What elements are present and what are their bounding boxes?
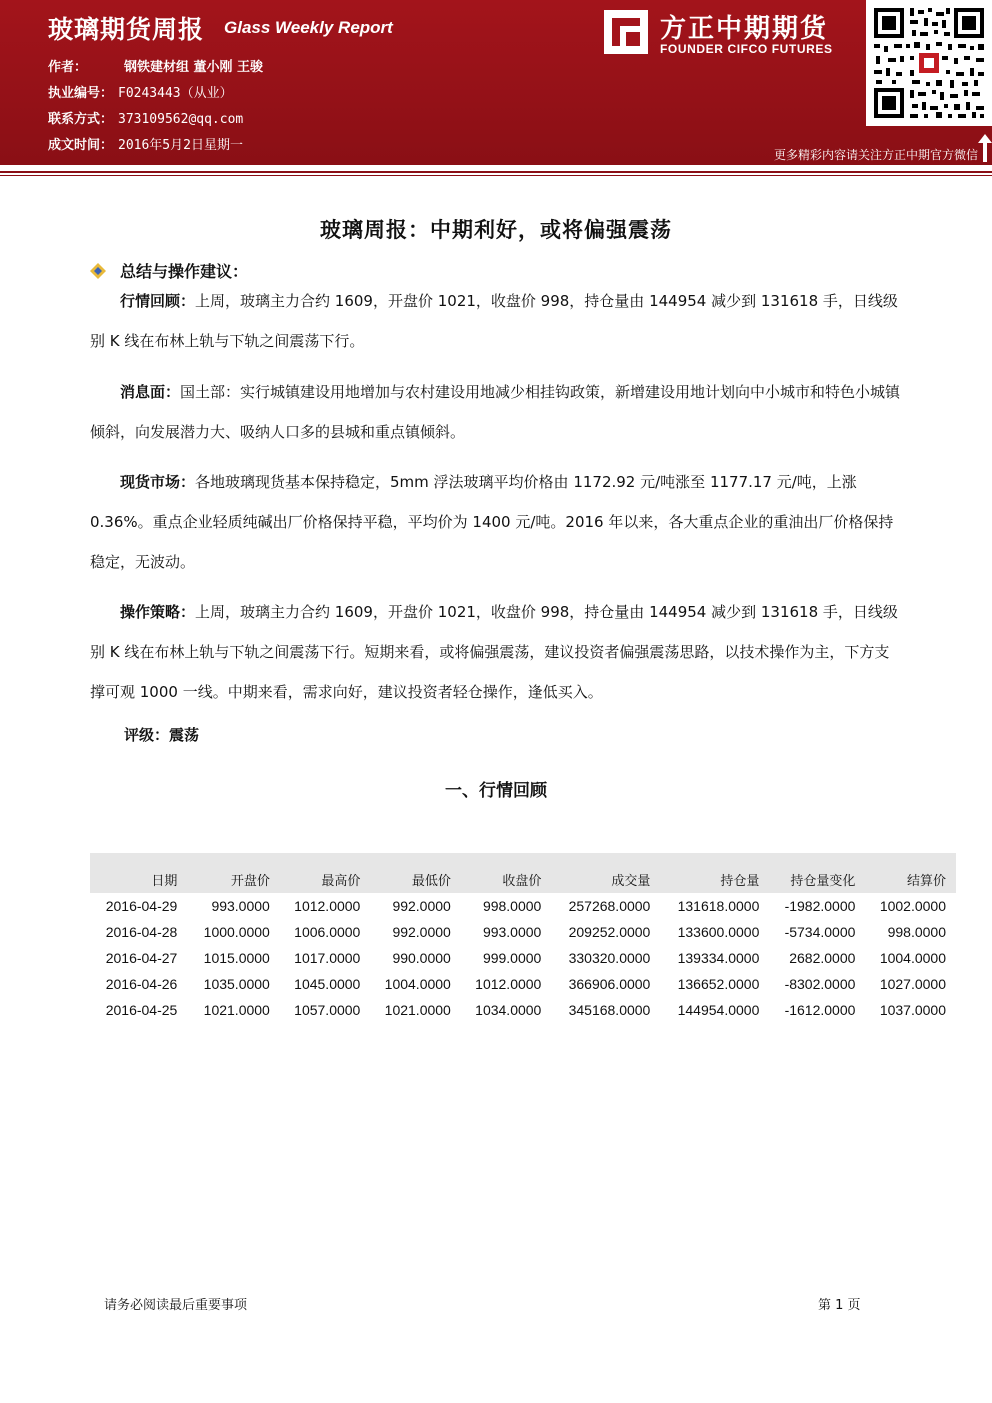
- diamond-bullet-icon: [90, 263, 106, 279]
- table-cell: 330320.0000: [568, 950, 651, 966]
- table-cell: 139334.0000: [677, 950, 760, 966]
- date-label: 成文时间：: [48, 138, 114, 153]
- rating-label: 评级：: [124, 726, 170, 744]
- paragraph-text: 上周，玻璃主力合约 1609，开盘价 1021，收盘价 998，持仓量由 144954 减少到 131618 手，日线级别 K 线在布林上轨与下轨之间震荡下行。短期来看，或将偏强震荡，建议投资者偏强震荡思路，以技术操作为主，下方支撑可观 1000 一线。中期来看，需求向好，建议投资者轻仓操作，逢低买入。: [90, 603, 898, 701]
- table-cell: 2016-04-27: [105, 950, 178, 966]
- table-cell: 993.0000: [482, 924, 542, 940]
- author-row: [48, 56, 263, 75]
- paragraph-label: 消息面：: [120, 383, 181, 401]
- license-label: 执业编号：: [48, 86, 114, 101]
- paragraph-news: [90, 372, 902, 452]
- qr-code-icon[interactable]: [866, 0, 992, 126]
- table-row: [90, 945, 956, 971]
- table-row: [90, 997, 956, 1023]
- table-cell: 1012.0000: [294, 898, 361, 914]
- company-logo: [604, 8, 854, 56]
- col-header-open: 开盘价: [189, 853, 280, 893]
- license-row: [48, 82, 233, 101]
- paragraph-text: 上周，玻璃主力合约 1609，开盘价 1021，收盘价 998，持仓量由 144954 减少到 131618 手，日线级别 K 线在布林上轨与下轨之间震荡下行。: [90, 292, 898, 350]
- table-cell: 1006.0000: [294, 924, 361, 940]
- paragraph-market-review: [90, 281, 902, 361]
- col-header-oi-change: 持仓量变化: [769, 853, 865, 893]
- col-header-close: 收盘价: [461, 853, 552, 893]
- table-cell: 131618.0000: [677, 898, 760, 914]
- logo-text-cn: 方正中期期货: [660, 14, 829, 44]
- table-cell: 1004.0000: [384, 976, 451, 992]
- table-cell: 1027.0000: [879, 976, 946, 992]
- table-cell: -1612.0000: [784, 1002, 856, 1018]
- license-value: F0243443（从业）: [118, 86, 233, 101]
- arrow-up-icon: [978, 134, 992, 162]
- table-cell: -8302.0000: [784, 976, 856, 992]
- table-cell: 1002.0000: [879, 898, 946, 914]
- author-value: 钢铁建材组 董小刚 王骏: [124, 60, 264, 75]
- header-divider-thin: [0, 175, 992, 176]
- footer-notice: 请务必阅读最后重要事项: [104, 1298, 248, 1313]
- contact-row: [48, 108, 243, 127]
- table-cell: 998.0000: [482, 898, 542, 914]
- paragraph-text: 国土部：实行城镇建设用地增加与农村建设用地减少相挂钩政策，新增建设用地计划向中小城市和特色小城镇倾斜，向发展潜力大、吸纳人口多的县城和重点镇倾斜。: [90, 383, 901, 441]
- paragraph-label: 行情回顾：: [120, 292, 196, 310]
- follow-wechat-text[interactable]: 更多精彩内容请关注方正中期官方微信: [773, 148, 978, 162]
- paragraph-strategy: [90, 592, 902, 712]
- table-cell: 2016-04-25: [105, 1002, 178, 1018]
- paragraph-label: 操作策略：: [120, 603, 196, 621]
- paragraph-text: 各地玻璃现货基本保持稳定，5mm 浮法玻璃平均价格由 1172.92 元/吨涨至 1177.17 元/吨，上涨 0.36%。重点企业轻质纯碱出厂价格保持平稳，平均价为 1400 元/吨。2016 年以来，各大重点企业的重油出厂价格保持稳定，无波动。: [90, 473, 894, 571]
- table-cell: 144954.0000: [677, 1002, 760, 1018]
- table-cell: 2016-04-28: [105, 924, 178, 940]
- logo-mark-icon: [604, 10, 648, 54]
- table-cell: 209252.0000: [568, 924, 651, 940]
- table-cell: 1021.0000: [203, 1002, 270, 1018]
- chapter-title: 一、行情回顾: [445, 781, 547, 801]
- rating-value: 震荡: [169, 726, 200, 744]
- report-title-en: Glass Weekly Report: [224, 18, 393, 37]
- table-cell: 992.0000: [392, 924, 451, 940]
- summary-heading: [90, 259, 248, 282]
- table-row: [90, 919, 956, 945]
- table-header-row: [90, 853, 956, 893]
- col-header-low: 最低价: [370, 853, 461, 893]
- col-header-date: 日期: [90, 853, 189, 893]
- market-data-table: [90, 853, 956, 1023]
- table-cell: 1034.0000: [475, 1002, 542, 1018]
- table-cell: 1015.0000: [203, 950, 270, 966]
- table-cell: 993.0000: [211, 898, 270, 914]
- document-title: 玻璃周报：中期利好，或将偏强震荡: [320, 218, 672, 242]
- table-cell: 998.0000: [887, 924, 946, 940]
- table-cell: 2682.0000: [789, 950, 856, 966]
- table-cell: 1012.0000: [475, 976, 542, 992]
- table-cell: 992.0000: [392, 898, 451, 914]
- table-cell: -1982.0000: [784, 898, 856, 914]
- date-value: 2016年5月2日星期一: [118, 138, 243, 153]
- summary-heading-text: 总结与操作建议：: [120, 262, 249, 281]
- table-cell: -5734.0000: [784, 924, 856, 940]
- col-header-volume: 成交量: [551, 853, 660, 893]
- table-cell: 366906.0000: [568, 976, 651, 992]
- table-cell: 1004.0000: [879, 950, 946, 966]
- table-cell: 1017.0000: [294, 950, 361, 966]
- rating: [124, 724, 199, 745]
- table-row: [90, 971, 956, 997]
- table-cell: 257268.0000: [568, 898, 651, 914]
- contact-value[interactable]: 373109562@qq.com: [118, 112, 244, 127]
- table-cell: 136652.0000: [677, 976, 760, 992]
- table-row: [90, 893, 956, 919]
- table-cell: 1045.0000: [294, 976, 361, 992]
- table-cell: 2016-04-29: [105, 898, 178, 914]
- paragraph-label: 现货市场：: [120, 473, 196, 491]
- table-cell: 999.0000: [482, 950, 542, 966]
- table-cell: 1000.0000: [203, 924, 270, 940]
- table-cell: 1057.0000: [294, 1002, 361, 1018]
- author-label: 作者：: [48, 60, 88, 75]
- report-title-cn: 玻璃期货周报: [48, 15, 205, 44]
- col-header-settle: 结算价: [865, 853, 956, 893]
- header-divider: [0, 171, 992, 173]
- table-cell: 133600.0000: [677, 924, 760, 940]
- table-cell: 1021.0000: [384, 1002, 451, 1018]
- table-cell: 1037.0000: [879, 1002, 946, 1018]
- contact-label: 联系方式：: [48, 112, 114, 127]
- col-header-open-interest: 持仓量: [660, 853, 769, 893]
- paragraph-spot-market: [90, 462, 902, 582]
- logo-text-en: FOUNDER CIFCO FUTURES: [660, 42, 833, 56]
- table-cell: 990.0000: [392, 950, 451, 966]
- date-row: [48, 134, 243, 153]
- table-cell: 2016-04-26: [105, 976, 178, 992]
- page-number: 第 1 页: [818, 1298, 861, 1313]
- table-cell: 1035.0000: [203, 976, 270, 992]
- col-header-high: 最高价: [280, 853, 371, 893]
- report-header: [0, 0, 992, 165]
- table-cell: 345168.0000: [568, 1002, 651, 1018]
